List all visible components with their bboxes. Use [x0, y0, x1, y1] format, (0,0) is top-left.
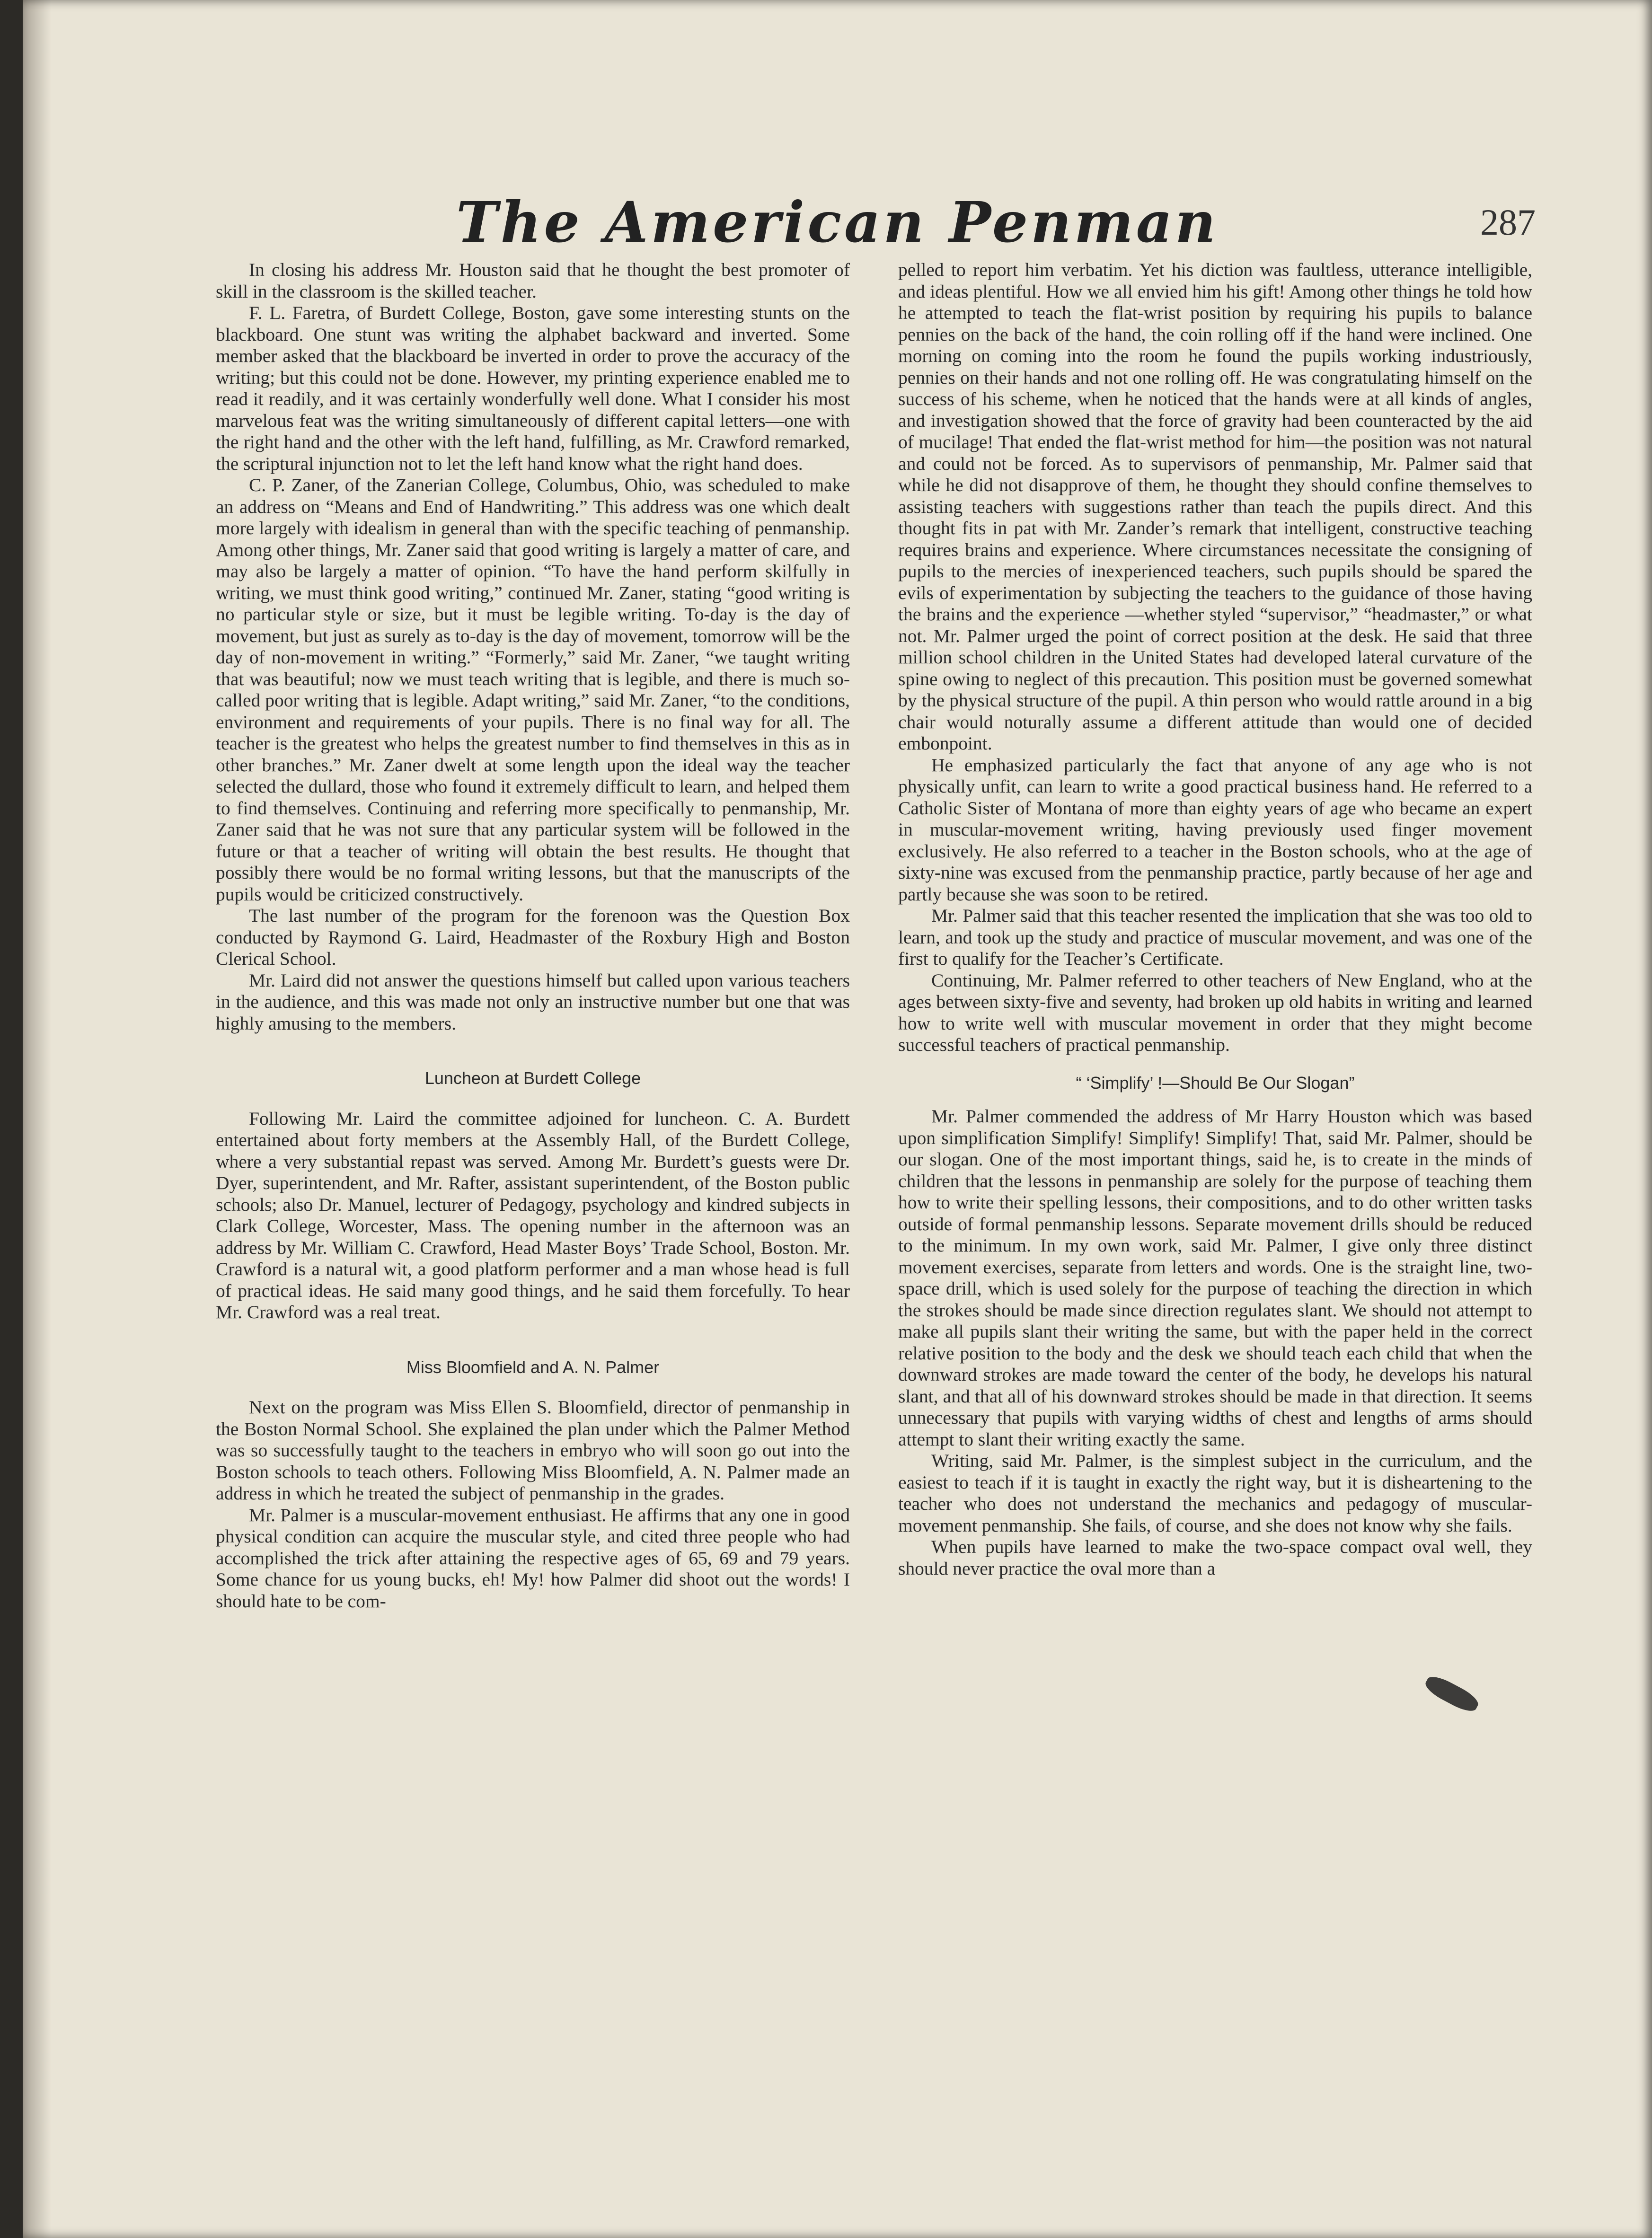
paragraph: C. P. Zaner, of the Zanerian College, Columbus, Ohio, was scheduled to make an address on “Means and End of Handwriting.” This address was one which dealt more largely with idealism in general than with the specific teaching of penmanship. Among other things, Mr. Zaner said that good writing is largely a matter of care, and may also be largely a matter of opinion. “To have the hand perform skilfully in writing, we must think good writing,” continued Mr. Zaner, stating “good writing is no particular style or size, but it must be legible writing. To-day is the day of movement, but just as surely as to-day is the day of movement, tomorrow will be the day of non-movement in writing.” “Formerly,” said Mr. Zaner, “we taught writing that was beautiful; now we must teach writing that is legible, and there is much so-called poor writing that is legible. Adapt writing,” said Mr. Zaner, “to the conditions, environment and requirements of your pupils. There is no final way for all. The teacher is the greatest who helps the greatest number to find themselves in this as in other branches.” Mr. Zaner dwelt at some length upon the ideal way the teacher selected the dullard, those who found it extremely difficult to learn, and helped them to find themselves. Continuing and referring more specifically to penmanship, Mr. Zaner said that he was not sure that any particular system will be followed in the future or that a teacher of writing will obtain the best results. He thought that possibly there would be no formal writing lessons, but that the manuscripts of the pupils would be criticized constructively. — [216, 475, 850, 905]
paragraph: The last number of the program for the forenoon was the Question Box conducted by Raymond G. Laird, Headmaster of the Roxbury High and Boston Clerical School. — [216, 905, 850, 969]
section-heading: “ ‘Simplify’ !—Should Be Our Slogan” — [1076, 1073, 1355, 1093]
paragraph: Next on the program was Miss Ellen S. Bloomfield, director of penmanship in the Boston Normal School. She explained the plan under which the Palmer Method was so successfully taught to the teachers in embryo who will soon go out into the Boston schools to teach others. Following Miss Bloomfield, A. N. Palmer made an address in which he treated the subject of penmanship in the grades. — [216, 1397, 850, 1504]
paragraph: pelled to report him verbatim. Yet his diction was faultless, utterance intelligible, and ideas plentiful. How we all envied him his gift! Among other things he told how he attempted to teach the flat-wrist position by requiring his pupils to balance pennies on the back of the hand, the coin rolling off if the hand were inclined. One morning on coming into the room he found the pupils working industriously, pennies on their hands and not one rolling off. He was congratulating himself on the success of his scheme, when he noticed that the hands were at all kinds of angles, and investigation showed that the force of gravity had been counteracted by the aid of mucilage! That ended the flat-wrist method for him—the position was not natural and could not be forced. As to supervisors of penmanship, Mr. Palmer said that while he did not disapprove of them, he thought they should confine themselves to assisting teachers with suggestions rather than teach the pupils direct. And this thought fits in pat with Mr. Zander’s remark that intelligent, constructive teaching requires brains and experience. Where circumstances necessitate the consigning of pupils to the mercies of inexperienced teachers, such pupils should be spared the evils of experimentation by subjecting the teachers to the guidance of those having the brains and the experience —whether styled “supervisor,” “headmaster,” or what not. Mr. Palmer urged the point of correct position at the desk. He said that three million school children in the United States had developed lateral curvature of the spine owing to neglect of this precaution. This position must be governed somewhat by the physical structure of the pupil. A thin person who would rattle around in a big chair would noturally assume a different attitude than would one of decided embonpoint. — [898, 259, 1532, 754]
section-heading: Luncheon at Burdett College — [424, 1068, 641, 1088]
magazine-page — [23, 0, 1652, 2238]
page-number: 287 — [1480, 202, 1536, 243]
paragraph: Writing, said Mr. Palmer, is the simplest subject in the curriculum, and the easiest to teach if it is taught in exactly the right way, but it is disheartening to the teacher who does not understand the mechanics and pedagogy of muscular-movement penmanship. She fails, of course, and she does not know why she fails. — [898, 1450, 1532, 1536]
masthead-title: The American Penman — [456, 189, 1219, 255]
paragraph: F. L. Faretra, of Burdett College, Boston, gave some interesting stunts on the blackboard. One stunt was writing the alphabet backward and inverted. Some member asked that the blackboard be inverted in order to prove the accuracy of the writing; but this could not be done. However, my printing experience enabled me to read it readily, and it was certainly wonderfully well done. What I consider his most marvelous feat was the writing simultaneously of different capital letters—one with the right hand and the other with the left hand, fulfilling, as Mr. Crawford remarked, the scriptural injunction not to let the left hand know what the right hand does. — [216, 302, 850, 474]
paragraph: Continuing, Mr. Palmer referred to other teachers of New England, who at the ages between sixty-five and seventy, had broken up old habits in writing and learned how to write well with muscular movement in order that they might become successful teachers of practical penmanship. — [898, 969, 1532, 1055]
paragraph: Mr. Laird did not answer the questions himself but called upon various teachers in the audience, and this was made not only an instructive number but one that was highly amusing to the members. — [216, 969, 850, 1034]
paragraph: In closing his address Mr. Houston said that he thought the best promoter of skill in the classroom is the skilled teacher. — [216, 259, 850, 302]
paragraph: When pupils have learned to make the two-space compact oval well, they should never practice the oval more than a — [898, 1536, 1532, 1579]
ink-blot — [1422, 1672, 1482, 1716]
paragraph: Mr. Palmer is a muscular-movement enthusiast. He affirms that any one in good physical condition can acquire the muscular style, and cited three people who had accomplished the trick after attaining the respective ages of 65, 69 and 79 years. Some chance for us young bucks, eh! My! how Palmer did shoot out the words! I should hate to be com- — [216, 1504, 850, 1612]
left-column — [216, 259, 850, 1612]
paragraph: Following Mr. Laird the committee adjoined for luncheon. C. A. Burdett entertained about forty members at the Assembly Hall, of the Burdett College, where a very substantial repast was served. Among Mr. Burdett’s guests were Dr. Dyer, superintendent, and Mr. Rafter, assistant superintendent, of the Boston public schools; also Dr. Manuel, lecturer of Pedagogy, psychology and kindred subjects in Clark College, Worcester, Mass. The opening number in the afternoon was an address by Mr. William C. Crawford, Head Master Boys’ Trade School, Boston. Mr. Crawford is a natural wit, a good platform performer and a man whose head is full of practical ideas. He said many good things, and he said them forcefully. To hear Mr. Crawford was a real treat. — [216, 1108, 850, 1322]
paragraph: Mr. Palmer said that this teacher resented the implication that she was too old to learn, and took up the study and practice of muscular movement, and was one of the first to qualify for the Teacher’s Certificate. — [898, 905, 1532, 969]
paragraph: Mr. Palmer commended the address of Mr Harry Houston which was based upon simplification Simplify! Simplify! Simplify! That, said Mr. Palmer, should be our slogan. One of the most important things, said he, is to create in the minds of children that the lessons in penmanship are solely for the purpose of teaching them how to write their spelling lessons, their compositions, and to do other written tasks outside of formal penmanship lessons. Separate movement drills should be reduced to the minimum. In my own work, said Mr. Palmer, I give only three distinct movement exercises, separate from letters and words. One is the straight line, two-space drill, which is used solely for the purpose of teaching the direction in which the strokes should be made since direction regulates slant. We should not attempt to make all pupils slant their writing the same, but with the paper held in the correct relative position to the body and the desk we should teach each child that when the downward strokes are made toward the center of the body, he develops his natural slant, and that all of his downward strokes should be made in that direction. It seems unnecessary that pupils with varying widths of chest and lengths of arms should attempt to slant their writing exactly the same. — [898, 1106, 1532, 1450]
right-column — [898, 259, 1532, 1579]
paragraph: He emphasized particularly the fact that anyone of any age who is not physically unfit, can learn to write a good practical business hand. He referred to a Catholic Sister of Montana of more than eighty years of age who became an expert in muscular-movement writing, having previously used finger movement exclusively. He also referred to a teacher in the Boston schools, who at the age of sixty-nine was excused from the penmanship practice, partly because of her age and partly because she was soon to be retired. — [898, 754, 1532, 905]
section-heading: Miss Bloomfield and A. N. Palmer — [406, 1357, 660, 1377]
